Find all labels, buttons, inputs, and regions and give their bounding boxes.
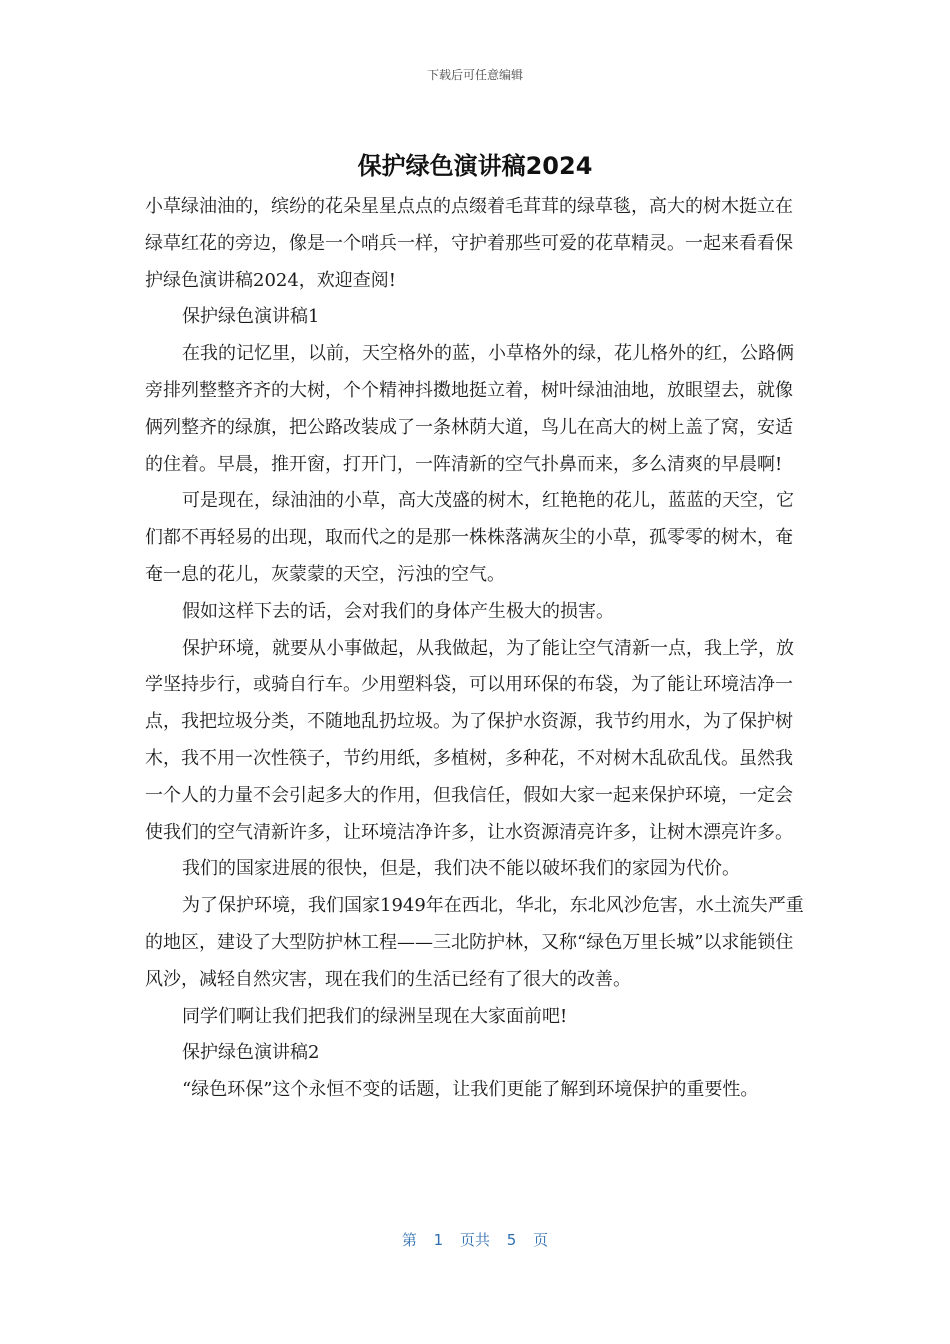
footer-page-current: 1	[433, 1231, 444, 1249]
document-body	[145, 189, 807, 1109]
intro-paragraph: 小草绿油油的，缤纷的花朵星星点点的点缀着毛茸茸的绿草毯，高大的树木挺立在绿草红花的旁边，像是一个哨兵一样，守护着那些可爱的花草精灵。一起来看看保护绿色演讲稿2024，欢迎查阅!	[145, 196, 793, 291]
section-heading-2: 保护绿色演讲稿2	[182, 1042, 320, 1064]
page-footer	[0, 1229, 950, 1250]
paragraph: 我们的国家进展的很快，但是，我们决不能以破坏我们的家园为代价。	[182, 858, 740, 880]
footer-page-total: 5	[506, 1231, 517, 1249]
paragraph: 保护环境，就要从小事做起，从我做起，为了能让空气清新一点，我上学，放学坚持步行，或骑自行车。少用塑料袋，可以用环保的布袋，为了能让环境洁净一点，我把垃圾分类，不随地乱扔垃圾。为了保护水资源，我节约用水，为了保护树木，我不用一次性筷子，节约用纸，多植树，多种花，不对树木乱砍乱伐。虽然我一个人的力量不会引起多大的作用，但我信任，假如大家一起来保护环境，一定会使我们的空气清新许多，让环境洁净许多，让水资源清亮许多，让树木漂亮许多。	[145, 637, 794, 843]
paragraph: 假如这样下去的话，会对我们的身体产生极大的损害。	[182, 600, 614, 622]
paragraph: 在我的记忆里，以前，天空格外的蓝，小草格外的绿，花儿格外的红，公路俩旁排列整整齐齐的大树，个个精神抖擞地挺立着，树叶绿油油地，放眼望去，就像俩列整齐的绿旗，把公路改装成了一条林荫大道，鸟儿在高大的树上盖了窝，安适的住着。早晨，推开窗，打开门，一阵清新的空气扑鼻而来，多么清爽的早晨啊!	[145, 343, 794, 475]
section-heading-1: 保护绿色演讲稿1	[182, 306, 320, 328]
paragraph: 同学们啊让我们把我们的绿洲呈现在大家面前吧!	[182, 1005, 568, 1027]
page-header: 下载后可任意编辑	[426, 68, 523, 82]
footer-label-ye: 页	[533, 1231, 549, 1249]
document-title: 保护绿色演讲稿2024	[357, 152, 593, 180]
paragraph: 为了保护环境，我们国家1949年在西北，华北，东北风沙危害，水土流失严重的地区，建设了大型防护林工程——三北防护林，又称“绿色万里长城”以求能锁住风沙，减轻自然灾害，现在我们的生活已经有了很大的改善。	[145, 895, 804, 990]
footer-label-ye-gong: 页共	[459, 1231, 490, 1249]
footer-label-di: 第	[401, 1231, 417, 1249]
paragraph: 可是现在，绿油油的小草，高大茂盛的树木，红艳艳的花儿，蓝蓝的天空，它们都不再轻易的出现，取而代之的是那一株株落满灰尘的小草，孤零零的树木，奄奄一息的花儿，灰蒙蒙的天空，污浊的空气。	[145, 490, 794, 585]
paragraph: “绿色环保”这个永恒不变的话题，让我们更能了解到环境保护的重要性。	[182, 1079, 759, 1101]
